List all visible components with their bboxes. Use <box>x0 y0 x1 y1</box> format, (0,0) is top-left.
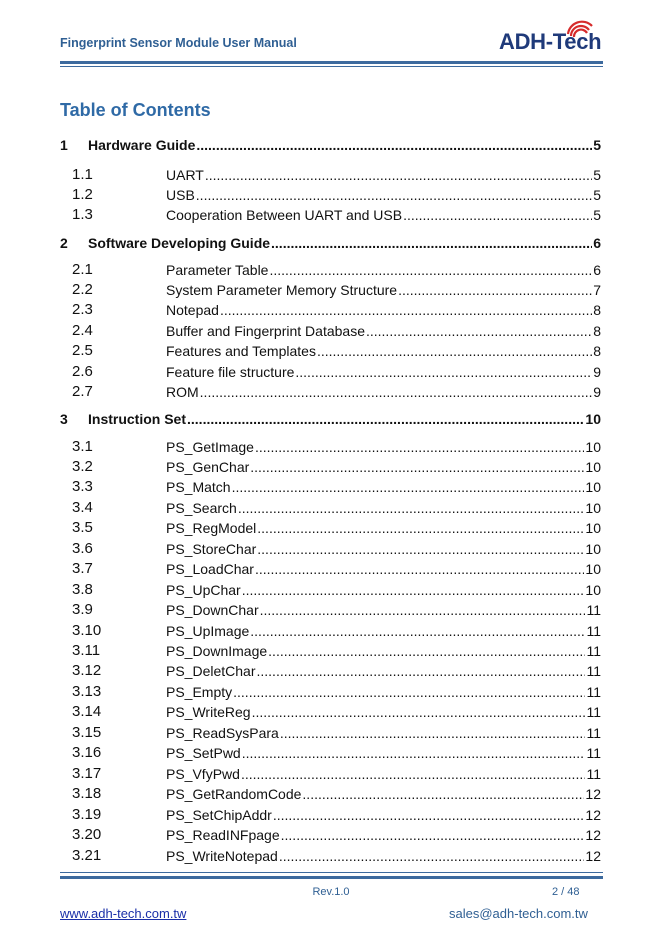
toc-dot-leader <box>279 846 585 866</box>
toc-entry[interactable] <box>0 641 662 661</box>
toc-dot-leader <box>238 498 585 518</box>
toc-entry-page: 11 <box>586 663 601 679</box>
toc-dot-leader <box>205 165 592 185</box>
toc-entry-label: Instruction Set <box>88 411 187 427</box>
toc-entry[interactable] <box>0 498 662 518</box>
toc-entry-label: PS_GetImage <box>166 439 254 455</box>
toc-entry[interactable] <box>0 321 662 341</box>
toc-entry-line <box>88 233 601 253</box>
toc-dot-leader <box>196 135 592 155</box>
toc-entry-page: 11 <box>586 643 601 659</box>
toc-entry[interactable] <box>0 621 662 641</box>
toc-entry-page: 10 <box>585 520 601 536</box>
toc-entry-line <box>166 382 601 402</box>
toc-entry-line <box>166 321 601 341</box>
toc-dot-leader <box>233 682 585 702</box>
toc-dot-leader <box>268 641 585 661</box>
toc-entry-line <box>166 300 601 320</box>
toc-entry-line <box>166 743 601 763</box>
toc-entry-line <box>166 825 601 845</box>
toc-entry-number: 3.13 <box>72 683 102 700</box>
toc-entry-label: Buffer and Fingerprint Database <box>166 323 365 339</box>
toc-entry-line <box>166 723 601 743</box>
toc-dot-leader <box>255 559 584 579</box>
toc-entry[interactable] <box>0 205 662 225</box>
toc-entry[interactable] <box>0 135 662 155</box>
toc-entry[interactable] <box>0 437 662 457</box>
toc-entry[interactable] <box>0 409 662 429</box>
header-rule-thick <box>60 61 603 64</box>
toc-entry-page: 10 <box>585 439 601 455</box>
toc-entry[interactable] <box>0 702 662 722</box>
revision-label: Rev.1.0 <box>312 886 350 898</box>
toc-entry-line <box>166 784 601 804</box>
toc-entry-label: Features and Templates <box>166 343 316 359</box>
toc-entry-number: 3.5 <box>72 519 93 536</box>
toc-entry-page: 10 <box>585 479 601 495</box>
toc-entry-page: 11 <box>586 745 601 761</box>
email-address: sales@adh-tech.com.tw <box>449 906 588 921</box>
toc-entry-label: UART <box>166 167 204 183</box>
toc-dot-leader <box>257 539 584 559</box>
toc-entry-page: 12 <box>585 786 601 802</box>
toc-dot-leader <box>196 185 592 205</box>
toc-entry-page: 8 <box>593 323 601 339</box>
toc-title: Table of Contents <box>60 100 211 120</box>
toc-entry-label: PS_DownImage <box>166 643 268 659</box>
toc-entry[interactable] <box>0 805 662 825</box>
toc-entry-label: PS_DownChar <box>166 602 259 618</box>
logo-text: ADH-Tech <box>499 29 602 54</box>
toc-entry-label: Cooperation Between UART and USB <box>166 207 403 223</box>
toc-dot-leader <box>250 457 584 477</box>
toc-entry[interactable] <box>0 165 662 185</box>
toc-entry[interactable] <box>0 723 662 743</box>
toc-entry-label: USB <box>166 187 195 203</box>
toc-entry-label: PS_SetPwd <box>166 745 241 761</box>
toc-entry-number: 3 <box>60 411 68 427</box>
toc-entry-page: 11 <box>586 623 601 639</box>
toc-entry-line <box>166 539 601 559</box>
toc-entry-page: 7 <box>593 282 601 298</box>
toc-entry-line <box>166 437 601 457</box>
toc-entry-label: System Parameter Memory Structure <box>166 282 398 298</box>
toc-entry-number: 3.19 <box>72 806 102 823</box>
toc-entry-line <box>166 205 601 225</box>
toc-entry-number: 3.20 <box>72 826 102 843</box>
toc-entry-number: 3.18 <box>72 785 102 802</box>
toc-entry[interactable] <box>0 539 662 559</box>
toc-dot-leader <box>250 621 585 641</box>
toc-entry[interactable] <box>0 518 662 538</box>
toc-entry-line <box>88 409 601 429</box>
toc-entry-line <box>166 661 601 681</box>
toc-entry-line <box>166 805 601 825</box>
toc-entry-line <box>166 477 601 497</box>
toc-entry[interactable] <box>0 784 662 804</box>
toc-entry-page: 11 <box>586 725 601 741</box>
toc-dot-leader <box>242 743 586 763</box>
toc-dot-leader <box>317 341 592 361</box>
toc-entry-line <box>166 498 601 518</box>
toc-entry-page: 8 <box>593 343 601 359</box>
toc-dot-leader <box>366 321 592 341</box>
toc-entry-page: 10 <box>585 500 601 516</box>
toc-entry-page: 11 <box>586 602 601 618</box>
toc-entry-label: PS_ReadINFpage <box>166 827 280 843</box>
toc-dot-leader <box>187 409 584 429</box>
toc-entry-number: 3.4 <box>72 499 93 516</box>
toc-entry-label: PS_GenChar <box>166 459 250 475</box>
toc-entry-page: 6 <box>593 262 601 278</box>
toc-entry-label: PS_ReadSysPara <box>166 725 279 741</box>
toc-entry-label: PS_LoadChar <box>166 561 254 577</box>
toc-entry-page: 10 <box>585 541 601 557</box>
toc-entry-page: 12 <box>585 848 601 864</box>
toc-entry-label: PS_WriteReg <box>166 704 251 720</box>
toc-entry-page: 12 <box>585 807 601 823</box>
toc-entry[interactable] <box>0 477 662 497</box>
toc-entry[interactable] <box>0 846 662 866</box>
toc-entry-page: 8 <box>593 302 601 318</box>
toc-entry-label: Parameter Table <box>166 262 269 278</box>
toc-entry-number: 2.4 <box>72 322 93 339</box>
toc-dot-leader <box>281 825 585 845</box>
toc-entry-label: PS_SetChipAddr <box>166 807 272 823</box>
page-indicator: 2 / 48 <box>552 886 580 898</box>
toc-entry-page: 10 <box>585 459 601 475</box>
toc-entry-line <box>166 764 601 784</box>
toc-entry-number: 3.12 <box>72 662 102 679</box>
toc-entry[interactable] <box>0 743 662 763</box>
toc-dot-leader <box>232 477 585 497</box>
toc-entry-page: 10 <box>585 582 601 598</box>
toc-dot-leader <box>273 805 585 825</box>
toc-entry-number: 1 <box>60 137 68 153</box>
toc-entry[interactable] <box>0 260 662 280</box>
toc-entry[interactable] <box>0 185 662 205</box>
toc-entry-line <box>166 702 601 722</box>
toc-entry-label: PS_Match <box>166 479 231 495</box>
toc-entry-number: 3.21 <box>72 847 102 864</box>
toc-entry-number: 3.16 <box>72 744 102 761</box>
toc-entry-label: PS_WriteNotepad <box>166 848 278 864</box>
toc-entry-line <box>166 621 601 641</box>
toc-entry-page: 5 <box>593 207 601 223</box>
footer-rule-thick <box>60 876 603 879</box>
toc-entry-number: 2.2 <box>72 281 93 298</box>
toc-entry-line <box>166 600 601 620</box>
toc-entry-line <box>166 260 601 280</box>
toc-entry-number: 3.8 <box>72 581 93 598</box>
toc-entry-page: 11 <box>586 766 601 782</box>
toc-entry-line <box>166 641 601 661</box>
toc-entry-line <box>166 846 601 866</box>
toc-entry-number: 3.3 <box>72 478 93 495</box>
toc-entry-page: 5 <box>593 187 601 203</box>
toc-entry-number: 3.10 <box>72 622 102 639</box>
toc-entry-number: 3.9 <box>72 601 93 618</box>
toc-entry-number: 2.3 <box>72 301 93 318</box>
toc-entry-number: 3.17 <box>72 765 102 782</box>
toc-entry-line <box>88 135 601 155</box>
toc-entry-number: 3.15 <box>72 724 102 741</box>
toc-entry-label: ROM <box>166 384 199 400</box>
toc-entry-number: 3.6 <box>72 540 93 557</box>
toc-entry-page: 12 <box>585 827 601 843</box>
toc-dot-leader <box>255 437 584 457</box>
toc-entry-line <box>166 341 601 361</box>
toc-dot-leader <box>403 205 592 225</box>
toc-entry[interactable] <box>0 682 662 702</box>
toc-entry[interactable] <box>0 764 662 784</box>
toc-entry-number: 2.7 <box>72 383 93 400</box>
toc-dot-leader <box>295 362 592 382</box>
toc-entry-page: 5 <box>593 167 601 183</box>
toc-entry-label: PS_VfyPwd <box>166 766 240 782</box>
toc-dot-leader <box>242 580 585 600</box>
toc-dot-leader <box>269 260 592 280</box>
toc-dot-leader <box>280 723 586 743</box>
toc-entry[interactable] <box>0 382 662 402</box>
toc-entry-label: PS_Empty <box>166 684 233 700</box>
footer-rule-thin <box>60 872 603 873</box>
toc-entry-number: 3.2 <box>72 458 93 475</box>
toc-entry-line <box>166 580 601 600</box>
toc-entry-line <box>166 559 601 579</box>
toc-entry-label: PS_DeletChar <box>166 663 256 679</box>
toc-dot-leader <box>241 764 586 784</box>
toc-dot-leader <box>257 661 586 681</box>
toc-entry-page: 11 <box>586 704 601 720</box>
toc-entry-line <box>166 165 601 185</box>
toc-entry-label: PS_UpChar <box>166 582 241 598</box>
toc-entry-number: 2 <box>60 235 68 251</box>
toc-entry-page: 6 <box>593 235 601 251</box>
website-link[interactable]: www.adh-tech.com.tw <box>60 906 187 921</box>
toc-entry-number: 3.7 <box>72 560 93 577</box>
toc-entry-page: 9 <box>593 364 601 380</box>
toc-dot-leader <box>257 518 584 538</box>
toc-entry[interactable] <box>0 233 662 253</box>
toc-entry-number: 1.3 <box>72 206 93 223</box>
toc-dot-leader <box>220 300 592 320</box>
toc-dot-leader <box>260 600 586 620</box>
toc-entry-label: Feature file structure <box>166 364 295 380</box>
toc-entry-page: 9 <box>593 384 601 400</box>
toc-entry-line <box>166 280 601 300</box>
toc-entry-number: 3.11 <box>72 642 101 659</box>
toc-entry[interactable] <box>0 825 662 845</box>
toc-entry-number: 1.1 <box>72 166 93 183</box>
toc-entry-number: 2.6 <box>72 363 93 380</box>
toc-entry-number: 3.14 <box>72 703 102 720</box>
toc-entry-line <box>166 185 601 205</box>
toc-entry-label: Software Developing Guide <box>88 235 271 251</box>
toc-entry-label: PS_UpImage <box>166 623 250 639</box>
toc-dot-leader <box>302 784 584 804</box>
toc-entry-line <box>166 682 601 702</box>
toc-entry[interactable] <box>0 362 662 382</box>
toc-entry[interactable] <box>0 580 662 600</box>
toc-dot-leader <box>252 702 586 722</box>
toc-entry[interactable] <box>0 600 662 620</box>
toc-entry-number: 3.1 <box>72 438 93 455</box>
toc-dot-leader <box>271 233 592 253</box>
toc-entry-page: 10 <box>585 561 601 577</box>
toc-entry-label: PS_StoreChar <box>166 541 257 557</box>
toc-entry-number: 2.1 <box>72 261 93 278</box>
toc-entry-label: Hardware Guide <box>88 137 196 153</box>
toc-entry-line <box>166 362 601 382</box>
header-rule-thin <box>60 66 603 67</box>
company-logo <box>499 20 611 54</box>
toc-entry-label: PS_GetRandomCode <box>166 786 302 802</box>
toc-entry[interactable] <box>0 661 662 681</box>
toc-entry-page: 5 <box>593 137 601 153</box>
toc-entry[interactable] <box>0 457 662 477</box>
toc-entry[interactable] <box>0 559 662 579</box>
header-title: Fingerprint Sensor Module User Manual <box>60 36 297 50</box>
toc-entry-line <box>166 518 601 538</box>
toc-entry-page: 11 <box>586 684 601 700</box>
toc-dot-leader <box>200 382 593 402</box>
toc-entry-number: 2.5 <box>72 342 93 359</box>
toc-entry-page: 10 <box>585 411 601 427</box>
toc-entry[interactable] <box>0 300 662 320</box>
toc-entry-number: 1.2 <box>72 186 93 203</box>
toc-entry[interactable] <box>0 280 662 300</box>
toc-entry-line <box>166 457 601 477</box>
toc-dot-leader <box>398 280 592 300</box>
toc-entry-label: PS_RegModel <box>166 520 257 536</box>
toc-entry-label: PS_Search <box>166 500 237 516</box>
toc-entry-label: Notepad <box>166 302 219 318</box>
toc-entry[interactable] <box>0 341 662 361</box>
